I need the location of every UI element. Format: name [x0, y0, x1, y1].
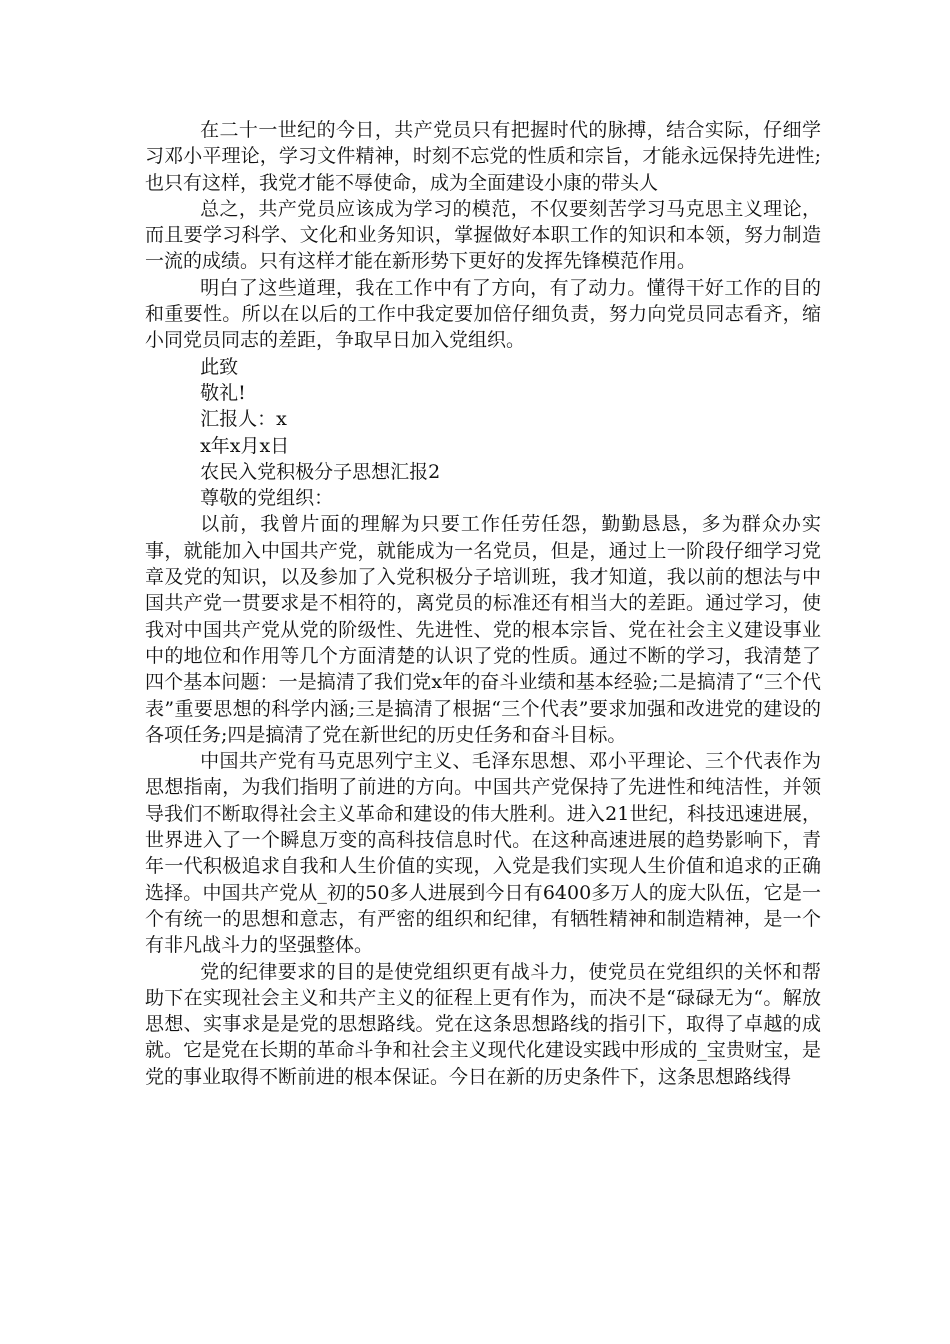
document-body: [145, 117, 821, 1090]
paragraph-understanding: 明白了这些道理，我在工作中有了方向，有了动力。懂得干好工作的目的和重要性。所以在以后的工作中我定要加倍仔细负责，努力向党员同志看齐，缩小同党员同志的差距，争取早日加入党组织。: [145, 276, 821, 352]
report-date: x年x月x日: [200, 434, 290, 457]
greeting: 尊敬的党组织：: [200, 487, 334, 510]
paragraph-study-theory: 在二十一世纪的今日，共产党员只有把握时代的脉搏，结合实际，仔细学习邓小平理论，学习文件精神，时刻不忘党的性质和宗旨，才能永远保持先进性;也只有这样，我党才能不辱使命，成为全面建设小康的带头人: [145, 119, 821, 194]
paragraph-previous-understanding: 以前，我曾片面的理解为只要工作任劳任怨，勤勤恳恳，多为群众办实事，就能加入中国共产党，就能成为一名党员，但是，通过上一阶段仔细学习党章及党的知识，以及参加了入党积极分子培训班，我才知道，我以前的想法与中国共产党一贯要求是不相符的，离党员的标准还有相当大的差距。通过学习，使我对中国共产党从党的阶级性、先进性、党的根本宗旨、党在社会主义建设事业中的地位和作用等几个方面清楚的认识了党的性质。通过不断的学习，我清楚了四个基本问题：一是搞清了我们党x年的奋斗业绩和基本经验;二是搞清了“三个代表”重要思想的科学内涵;三是搞清了根据“三个代表”要求加强和改进党的建设的各项任务;四是搞清了党在新世纪的历史任务和奋斗目标。: [145, 513, 821, 746]
paragraph-party-discipline: 党的纪律要求的目的是使党组织更有战斗力，使党员在党组织的关怀和帮助下在实现社会主义和共产主义的征程上更有作为，而决不是“碌碌无为“。解放思想、实事求是是党的思想路线。党在这条思想路线的指引下，取得了卓越的成就。它是党在长期的革命斗争和社会主义现代化建设实践中形成的_宝贵财宝，是党的事业取得不断前进的根本保证。今日在新的历史条件下，这条思想路线得: [145, 960, 821, 1088]
paragraph-party-guidance: 中国共产党有马克思列宁主义、毛泽东思想、邓小平理论、三个代表作为思想指南，为我们指明了前进的方向。中国共产党保持了先进性和纯洁性，并领导我们不断取得社会主义革命和建设的伟大胜利。进入21世纪，科技迅速进展，世界进入了一个瞬息万变的高科技信息时代。在这种高速进展的趋势影响下，青年一代积极追求自我和人生价值的实现，入党是我们实现人生价值和追求的正确选择。中国共产党从_初的50多人进展到今日有6400多万人的庞大队伍，它是一个有统一的思想和意志，有严密的组织和纪律，有牺牲精神和制造精神，是一个有非凡战斗力的坚强整体。: [145, 750, 821, 957]
section-title: 农民入党积极分子思想汇报2: [200, 460, 441, 483]
closing-regards: 敬礼!: [200, 381, 246, 404]
paragraph-in-summary: 总之，共产党员应该成为学习的模范，不仅要刻苦学习马克思主义理论，而且要学习科学、文化和业务知识，掌握做好本职工作的知识和本领，努力制造一流的成绩。只有这样才能在新形势下更好的发挥先锋模范作用。: [145, 197, 821, 273]
closing-salutation: 此致: [200, 355, 239, 378]
reporter-name: 汇报人：x: [200, 408, 287, 431]
